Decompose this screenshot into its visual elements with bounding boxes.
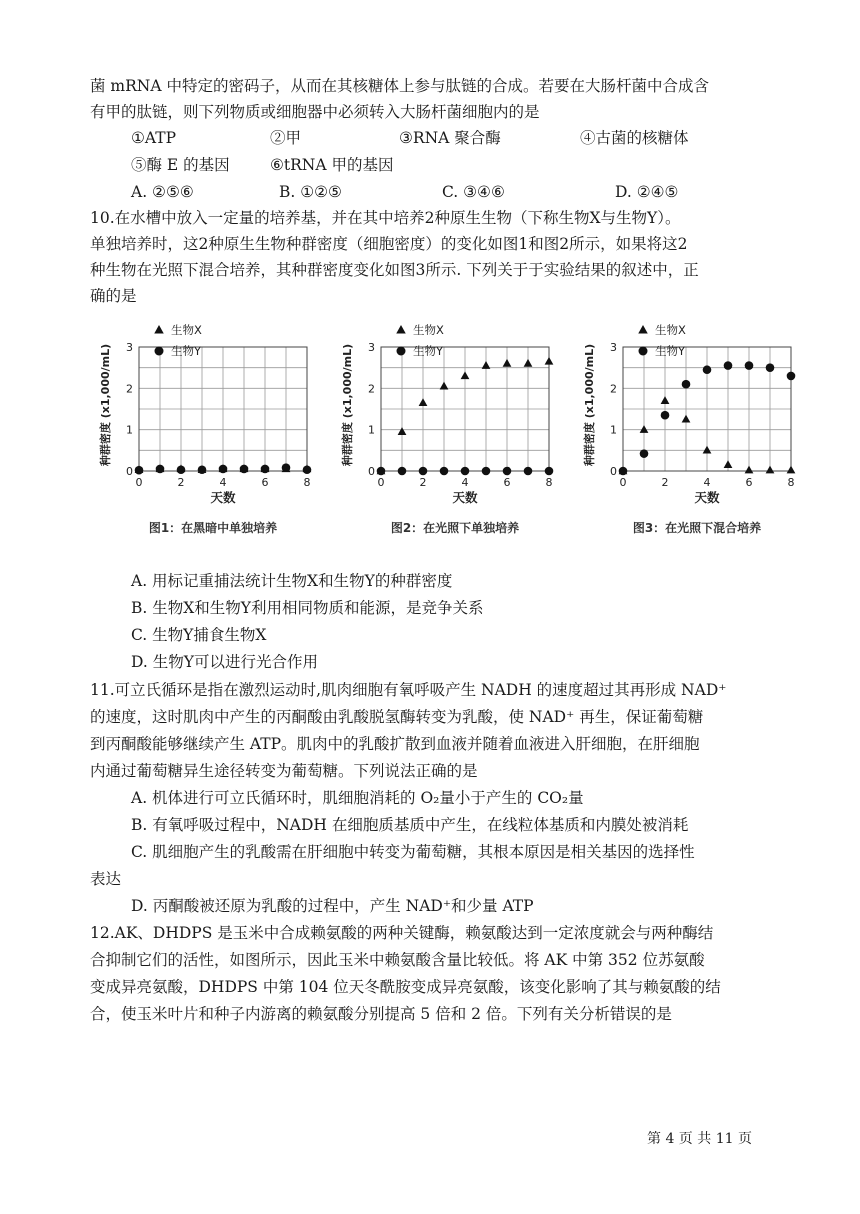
data-point-y	[461, 467, 470, 476]
q10-line-1: 10.在水槽中放入一定量的培养基，并在其中培养2种原生生物（下称生物X与生物Y）。	[90, 209, 681, 227]
y-axis-label: 种群密度 (x1,000/mL)	[341, 343, 354, 467]
q11-option-a: A. 机体进行可立氏循环时，肌细胞消耗的 O₂量小于产生的 CO₂量	[131, 789, 584, 807]
figure-3-chart	[579, 314, 809, 546]
data-point-y	[135, 466, 144, 475]
q9-item-4: ④古菌的核糖体	[580, 129, 689, 147]
data-point-x	[398, 427, 407, 435]
x-tick-label: 8	[303, 476, 311, 489]
x-tick-label: 6	[745, 476, 753, 489]
data-point-y	[377, 467, 386, 476]
q12-line-2: 合抑制它们的活性，如图所示，因此玉米中赖氨酸含量比较低。将 AK 中第 352 位苏氨酸	[90, 951, 705, 969]
y-tick-label: 1	[368, 423, 375, 437]
x-tick-label: 0	[377, 476, 385, 489]
data-point-y	[524, 467, 533, 476]
data-point-x	[766, 466, 775, 474]
data-point-y	[640, 449, 649, 458]
x-tick-label: 2	[177, 476, 185, 489]
q9-choice-c: C. ③④⑥	[442, 183, 505, 201]
q11-line-1: 11.可立氏循环是指在激烈运动时,肌肉细胞有氧呼吸产生 NADH 的速度超过其再形成 NAD⁺	[90, 681, 727, 699]
q9-item-6: ⑥tRNA 甲的基因	[270, 156, 394, 174]
data-point-x	[482, 361, 491, 369]
x-tick-label: 2	[661, 476, 669, 489]
q12-line-3: 变成异亮氨酸，DHDPS 中第 104 位天冬酰胺变成异亮氨酸，该变化影响了其与赖氨酸的结	[90, 978, 721, 996]
legend-triangle-marker	[638, 325, 648, 334]
data-point-x	[724, 460, 733, 468]
x-tick-label: 4	[703, 476, 711, 489]
x-tick-label: 8	[787, 476, 795, 489]
y-tick-label: 0	[610, 465, 617, 478]
q10-option-b: B. 生物X和生物Y利用相同物质和能源，是竞争关系	[131, 599, 484, 617]
data-point-x	[461, 371, 470, 379]
data-point-x	[503, 359, 512, 367]
q10-option-a: A. 用标记重捕法统计生物X和生物Y的种群密度	[131, 572, 453, 590]
data-point-y	[619, 467, 628, 476]
data-point-y	[156, 465, 165, 474]
legend-label-y: 生物Y	[413, 344, 444, 358]
legend-label-y: 生物Y	[171, 344, 202, 358]
legend	[638, 323, 686, 358]
figure-caption: 图2：在光照下单独培养	[390, 521, 520, 535]
q11-line-3: 到丙酮酸能够继续产生 ATP。肌肉中的乳酸扩散到血液并随着血液进入肝细胞，在肝细胞	[90, 735, 700, 753]
y-axis-label: 种群密度 (x1,000/mL)	[99, 343, 112, 467]
q10-option-d: D. 生物Y可以进行光合作用	[131, 653, 318, 671]
figure-1-chart	[95, 314, 325, 546]
x-tick-label: 6	[503, 476, 511, 489]
data-point-y	[503, 467, 512, 476]
q11-option-b: B. 有氧呼吸过程中，NADH 在细胞质基质中产生，在线粒体基质和内膜处被消耗	[131, 816, 689, 834]
data-point-y	[661, 411, 670, 420]
y-tick-label: 3	[610, 341, 617, 354]
q11-option-d: D. 丙酮酸被还原为乳酸的过程中，产生 NAD⁺和少量 ATP	[131, 897, 534, 915]
y-tick-label: 0	[368, 465, 375, 478]
q9-choice-d: D. ②④⑤	[615, 183, 679, 201]
legend-circle-marker	[639, 347, 648, 356]
q9-item-3: ③RNA 聚合酶	[399, 129, 501, 147]
y-axis-label: 种群密度 (x1,000/mL)	[583, 343, 596, 467]
data-point-y	[240, 465, 249, 474]
q9-line-1: 菌 mRNA 中特定的密码子，从而在其核糖体上参与肽链的合成。若要在大肠杆菌中合成含	[90, 77, 709, 95]
y-tick-label: 3	[126, 341, 133, 354]
legend-triangle-marker	[154, 325, 164, 334]
y-tick-label: 2	[610, 382, 617, 396]
data-point-x	[745, 466, 754, 474]
y-tick-label: 3	[368, 341, 375, 354]
data-point-y	[766, 363, 775, 372]
q12-line-4: 合，使玉米叶片和种子内游离的赖氨酸分别提高 5 倍和 2 倍。下列有关分析错误的是	[90, 1005, 672, 1023]
q10-option-c: C. 生物Y捕食生物X	[131, 626, 267, 644]
y-tick-label: 2	[126, 382, 133, 396]
q9-item-1: ①ATP	[131, 129, 177, 147]
data-point-y	[482, 467, 491, 476]
q9-choice-a: A. ②⑤⑥	[131, 183, 194, 201]
data-point-y	[303, 465, 312, 474]
data-point-y	[545, 467, 554, 476]
x-axis-label: 天数	[694, 490, 720, 505]
legend-triangle-marker	[396, 325, 406, 334]
q10-line-3: 种生物在光照下混合培养，其种群密度变化如图3所示. 下列关于于实验结果的叙述中，正	[90, 261, 699, 279]
legend-label-x: 生物X	[413, 323, 444, 337]
data-point-y	[219, 465, 228, 474]
data-point-x	[524, 359, 533, 367]
q10-line-4: 确的是	[90, 287, 137, 305]
data-point-y	[745, 361, 754, 370]
figure-caption: 图1：在黑暗中单独培养	[148, 521, 278, 535]
y-tick-label: 2	[368, 382, 375, 396]
y-tick-label: 1	[126, 423, 133, 437]
figure-2-chart	[337, 314, 567, 546]
data-point-y	[703, 365, 712, 374]
legend-label-x: 生物X	[171, 323, 202, 337]
q11-line-4: 内通过葡萄糖异生途径转变为葡萄糖。下列说法正确的是	[90, 762, 478, 780]
legend	[154, 323, 202, 358]
x-axis-label: 天数	[210, 490, 236, 505]
x-tick-label: 6	[261, 476, 269, 489]
x-tick-label: 0	[619, 476, 627, 489]
q11-option-c-line-1: C. 肌细胞产生的乳酸需在肝细胞中转变为葡萄糖，其根本原因是相关基因的选择性	[131, 843, 695, 861]
legend-label-x: 生物X	[655, 323, 686, 337]
legend-circle-marker	[155, 347, 164, 356]
q9-item-2: ②甲	[270, 129, 302, 147]
x-tick-label: 2	[419, 476, 427, 489]
q10-figures	[95, 314, 815, 546]
page-number: 第 4 页 共 11 页	[647, 1131, 752, 1147]
data-point-x	[682, 415, 691, 423]
data-point-y	[282, 463, 291, 472]
data-point-x	[640, 425, 649, 433]
data-point-x	[440, 382, 449, 390]
data-point-y	[787, 372, 796, 381]
data-point-y	[682, 380, 691, 389]
legend-label-y: 生物Y	[655, 344, 686, 358]
data-point-x	[419, 398, 428, 406]
data-point-y	[198, 465, 207, 474]
q10-line-2: 单独培养时，这2种原生生物种群密度（细胞密度）的变化如图1和图2所示，如果将这2	[90, 235, 688, 253]
q11-option-c-line-2: 表达	[90, 870, 122, 888]
figure-caption: 图3：在光照下混合培养	[632, 521, 762, 535]
legend-circle-marker	[397, 347, 406, 356]
data-point-x	[703, 446, 712, 454]
data-point-x	[787, 466, 796, 474]
q9-choice-b: B. ①②⑤	[279, 183, 342, 201]
q11-line-2: 的速度，这时肌肉中产生的丙酮酸由乳酸脱氢酶转变为乳酸，使 NAD⁺ 再生，保证葡萄糖	[90, 708, 704, 726]
data-point-y	[724, 361, 733, 370]
data-point-x	[545, 357, 554, 365]
q9-item-5: ⑤酶 E 的基因	[131, 156, 230, 174]
q9-line-2: 有甲的肽链，则下列物质或细胞器中必须转入大肠杆菌细胞内的是	[90, 103, 540, 121]
x-tick-label: 0	[135, 476, 143, 489]
data-point-y	[440, 467, 449, 476]
data-point-y	[177, 465, 186, 474]
y-tick-label: 0	[126, 465, 133, 478]
q12-line-1: 12.AK、DHDPS 是玉米中合成赖氨酸的两种关键酶，赖氨酸达到一定浓度就会与两种酶结	[90, 924, 714, 942]
x-tick-label: 8	[545, 476, 553, 489]
legend	[396, 323, 444, 358]
data-point-y	[261, 465, 270, 474]
data-point-x	[661, 396, 670, 404]
data-point-y	[419, 467, 428, 476]
x-tick-label: 4	[219, 476, 227, 489]
data-point-y	[398, 467, 407, 476]
x-axis-label: 天数	[452, 490, 478, 505]
y-tick-label: 1	[610, 423, 617, 437]
x-tick-label: 4	[461, 476, 469, 489]
